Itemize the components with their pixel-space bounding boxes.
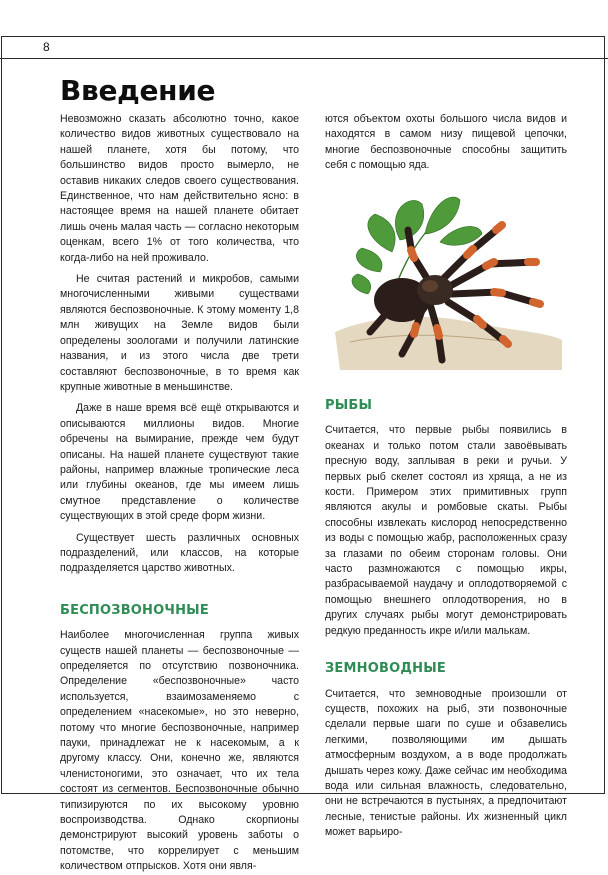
page-number: 8 (43, 40, 50, 54)
fish-heading: РЫБЫ (325, 398, 373, 413)
fish-paragraph: Считается, что первые рыбы появились в океанах и только потом стали завоёвывать пресную воду, заплывая в реки и ручьи. У первых рыб скелет состоял из хряща, а не из кости. Примером этих примитивных групп являются акулы и ромбовые скаты. Рыбы способны извлекать кислород непосредственно из воды с помощью жабр, расположенных сразу за глазами по обеим сторонам головы. Они часто размножаются с помощью икры, разбрасываемой наудачу и оплодотворяемой с помощью внешнего оплодотворения, но в других случаях рыбы могут демонстрировать редкую преданность икре и/или малькам. (325, 424, 567, 637)
intro-paragraph-1: Невозможно сказать абсолютно точно, какое количество видов животных существовало на нашей планете, хотя бы потому, что большинство видов просто вымерло, не оставив никаких следов своего существования. Единственное, что нам действительно ясно: в настоящее время на нашей планете обитает лишь очень малая часть — согласно некоторым оценкам, всего 1% от того количества, что когда-либо на ней проживало. (60, 113, 299, 264)
amphibians-paragraph: Считается, что земноводные произошли от существ, похожих на рыб, эти позвоночные сделали первые шаги по суше и обзавелись легкими, позволяющими им дышать атмосферным воздухом, а в воде продолжать дышать через кожу. Даже сейчас им необходима вода или сильная влажность, следовательно, они не встречаются в пустынях, а предпочитают лесные, тенистые районы. Их жизненный цикл может варьиро- (325, 687, 567, 839)
page-title: Введение (60, 74, 216, 107)
intro-paragraph-4: Существует шесть различных основных подразделений, или классов, на которые подразделяется царство животных. (60, 531, 299, 575)
tarantula-illustration (330, 182, 565, 370)
right-column-top (325, 112, 567, 174)
invertebrates-paragraph-continued: ются объектом охоты большого числа видов и находятся в самом низу пищевой цепочки, многие беспозвоночные способны защитить себя с помощью яда. (325, 113, 567, 172)
amphibians-heading: ЗЕМНОВОДНЫЕ (325, 661, 446, 677)
invertebrates-paragraph: Наиболее многочисленная группа живых существ нашей планеты — беспозвоночные — определяется по отсутствию позвоночника. Определение «беспозвоночные» часто используется, взаимозаменяемо с определением «насекомые», но это неверно, потому что многие беспозвоночные, например пауки, принадлежат не к насекомым, а к другому классу. Они, конечно же, являются членистоногими, это означает, что их тела состоят из сегментов. Беспозвоночные обычно типизируются по их высокому уровню воспроизводства. Однако скорпионы демонстрируют высокий уровень заботы о потомстве, что коррелирует с меньшим количеством отпрысков. Хотя они явля- (60, 629, 299, 873)
intro-paragraph-2: Не считая растений и микробов, самыми многочисленными живыми существами являются беспозвоночные. К этому моменту 1,8 млн живущих на Земле видов были определены зоологами и получили латинские названия, и из этого числа две трети составляют беспозвоночные, в то время как крупные животные в меньшинстве. (60, 273, 299, 393)
left-column (60, 112, 299, 875)
intro-paragraph-3: Даже в наше время всё ещё открываются и описываются миллионы видов. Многие обречены на вымирание, прежде чем будут описаны. На нашей планете существуют такие районы, например влажные тропические леса или глубины океанов, где мы имеем лишь смутное представление о количестве существующих в этой среде форм жизни. (60, 402, 299, 523)
bark-ground (335, 317, 562, 370)
right-column-bottom (325, 398, 567, 841)
invertebrates-heading: БЕСПОЗВОНОЧНЫЕ (60, 602, 209, 618)
